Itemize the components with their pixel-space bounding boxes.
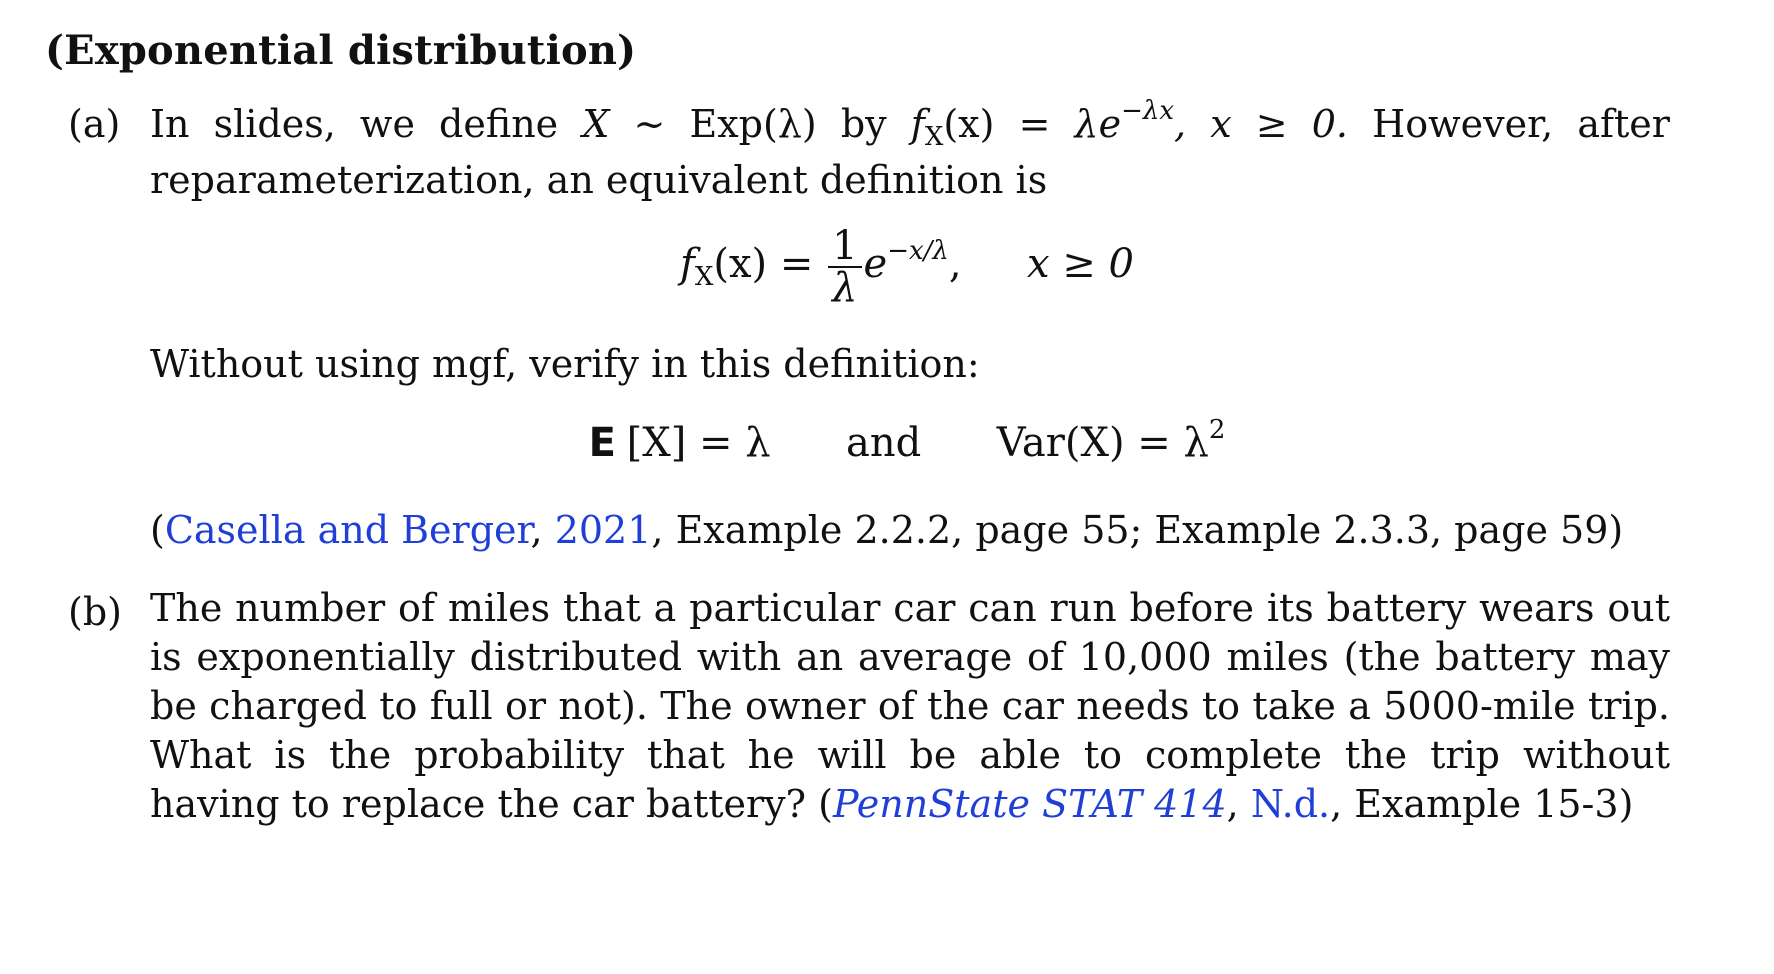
math-pdf: $f_X(x)$ <box>910 102 995 152</box>
part-b-text: The number of miles that a particular car can run before its battery wears out is exponentially distributed with an average of 10,000 miles (the battery may be charged to full or not). The owner of the car needs to take a 5000-mile trip. What is the probability that he will be able to complete the trip without having to replace the car battery? <box>150 586 1670 826</box>
citation-link-nd[interactable]: N.d. <box>1250 782 1331 826</box>
display-equation-pdf: $f_X(x)$ = $\frac{1}{\lambda}$ $e^{-x/\lambda}$, x ≥ 0 <box>680 223 1134 311</box>
math-variable: X <box>582 102 610 146</box>
part-a-line-2: reparameterization, an equivalent definition is <box>150 158 1048 202</box>
part-a-text: In slides, we define <box>150 102 559 146</box>
math-symbol: = <box>1018 102 1051 146</box>
display-equation-moments: E [X] = λ and $Var(X) = \lambda^2$ <box>588 415 1226 466</box>
part-a-verify: Without using mgf, verify in this definition: <box>150 342 980 386</box>
math-expression: $\lambda e^{-\lambda x}$, x ≥ 0. <box>1074 96 1349 146</box>
math-symbol: ∼ <box>633 102 666 146</box>
part-a-citation: (Casella and Berger, 2021, Example 2.2.2, page 55; Example 2.3.3, page 59) <box>150 508 1624 552</box>
part-b-label: (b) <box>68 590 122 634</box>
part-a-intro <box>150 96 1670 208</box>
math-expression: Exp(λ) <box>689 102 817 146</box>
part-a-text: However, after <box>1372 102 1670 146</box>
citation-link-author[interactable]: Casella and Berger <box>164 508 531 552</box>
part-a-text: by <box>840 102 887 146</box>
fraction: $\frac{1}{\lambda}$ <box>828 226 861 308</box>
problem-title: (Exponential distribution) <box>45 27 637 74</box>
expectation-symbol: E <box>588 420 614 466</box>
citation-link-year[interactable]: 2021 <box>554 508 652 552</box>
part-a-label: (a) <box>68 102 121 146</box>
citation-link-source[interactable]: PennState STAT 414 <box>832 782 1227 826</box>
part-b-body: The number of miles that a particular car can run before its battery wears out is exponentially distributed with an average of 10,000 miles (the battery may be charged to full or not). The owner of the car needs to take a 5000-mile trip. What is the probability that he will be able to complete the trip without having to replace the car battery? (PennState STAT 414, N.d., Example 15-3) <box>150 586 1670 826</box>
part-a-line-1 <box>150 96 1670 152</box>
